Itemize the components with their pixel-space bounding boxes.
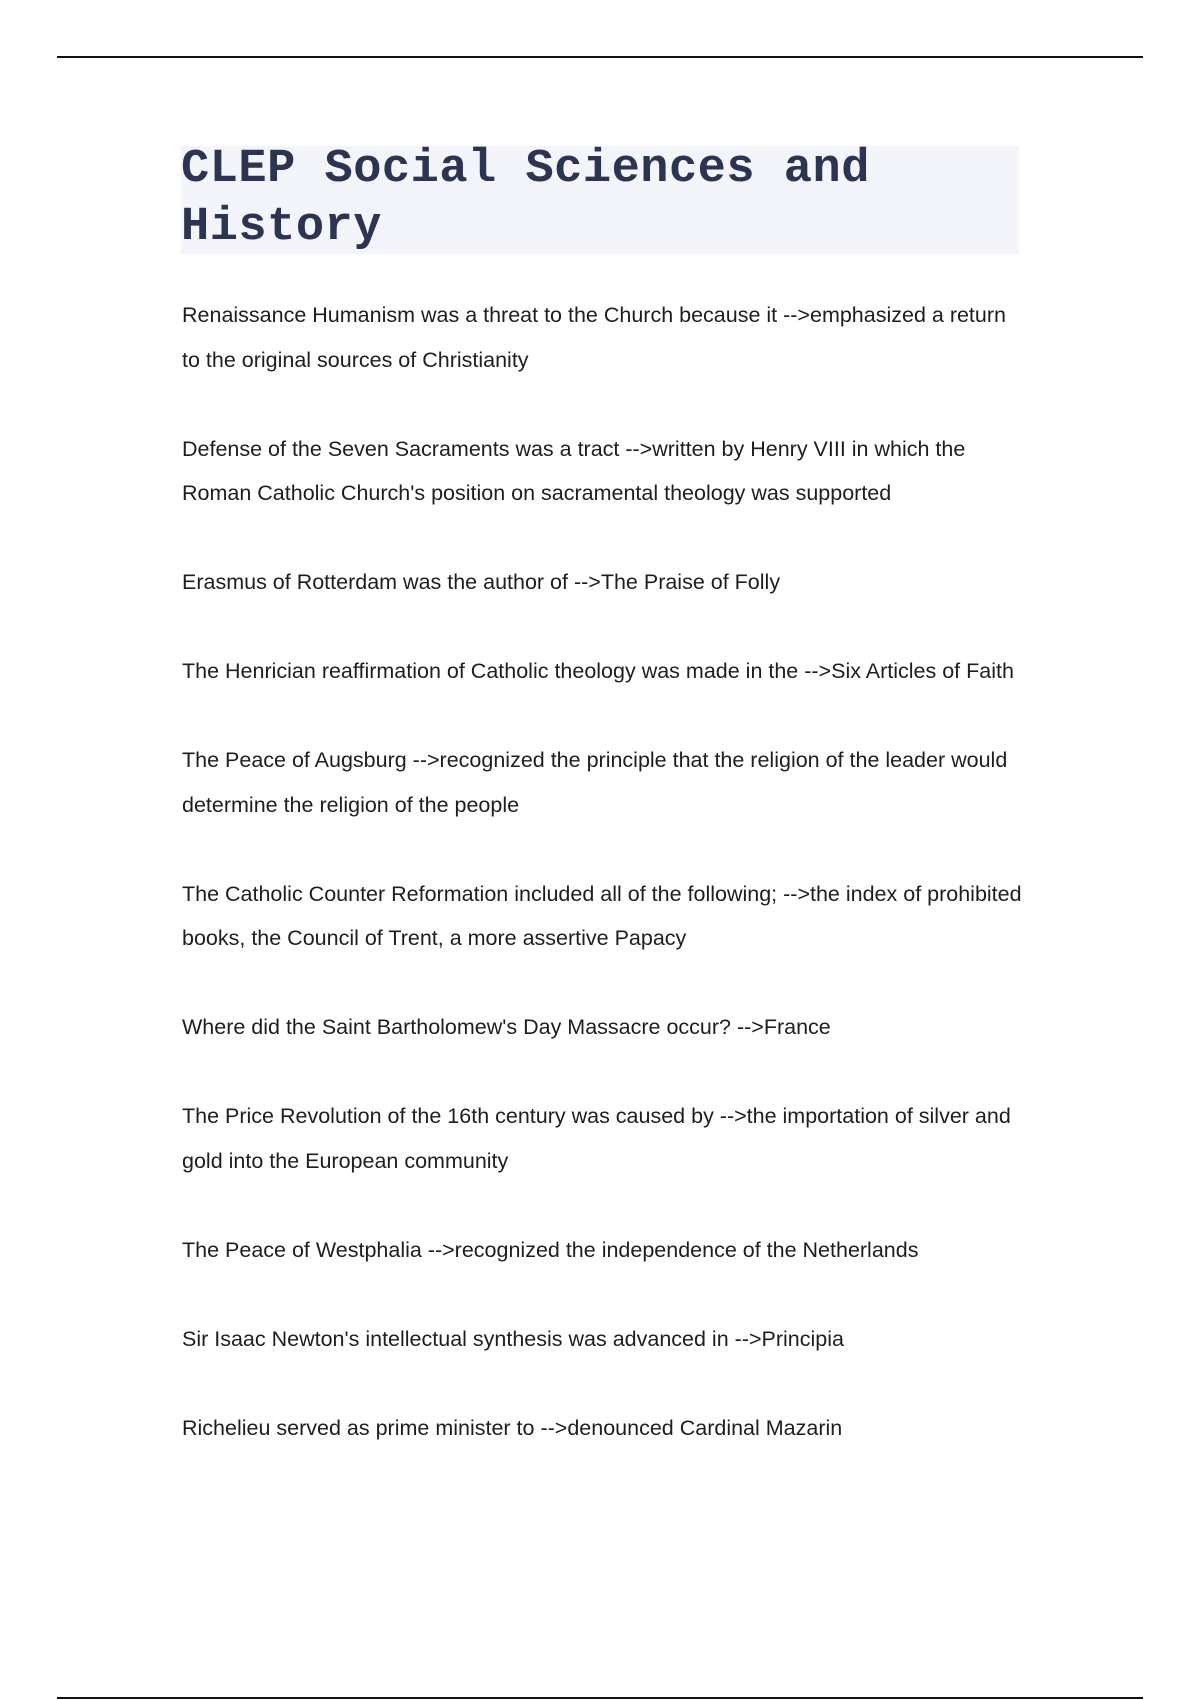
qa-entry: Richelieu served as prime minister to -->denounced Cardinal Mazarin (182, 1415, 843, 1440)
header-rule (57, 56, 1143, 58)
footer-rule (57, 1697, 1143, 1699)
qa-entry: Erasmus of Rotterdam was the author of -->The Praise of Folly (182, 570, 781, 594)
question-answer-list (182, 293, 1027, 1495)
qa-entry: Renaissance Humanism was a threat to the Church because it -->emphasized a return to the original sources of Christianity (182, 303, 1006, 372)
qa-entry: The Catholic Counter Reformation included all of the following; -->the index of prohibited books, the Council of Trent, a more assertive Papacy (182, 881, 1022, 950)
qa-entry: Where did the Saint Bartholomew's Day Massacre occur? -->France (182, 1015, 831, 1039)
qa-entry: Defense of the Seven Sacraments was a tract -->written by Henry VIII in which the Roman Catholic Church's position on sacramental theology was supported (182, 436, 966, 505)
document-title: CLEP Social Sciences and History (181, 143, 870, 254)
qa-entry: The Henrician reaffirmation of Catholic theology was made in the -->Six Articles of Faith (182, 659, 1014, 683)
qa-entry: Sir Isaac Newton's intellectual synthesis was advanced in -->Principia (182, 1326, 844, 1351)
qa-entry: The Price Revolution of the 16th century was caused by -->the importation of silver and gold into the European community (182, 1104, 1011, 1173)
qa-entry: The Peace of Westphalia -->recognized the independence of the Netherlands (182, 1237, 919, 1262)
qa-entry: The Peace of Augsburg -->recognized the principle that the religion of the leader would determine the religion of the people (182, 748, 1008, 817)
